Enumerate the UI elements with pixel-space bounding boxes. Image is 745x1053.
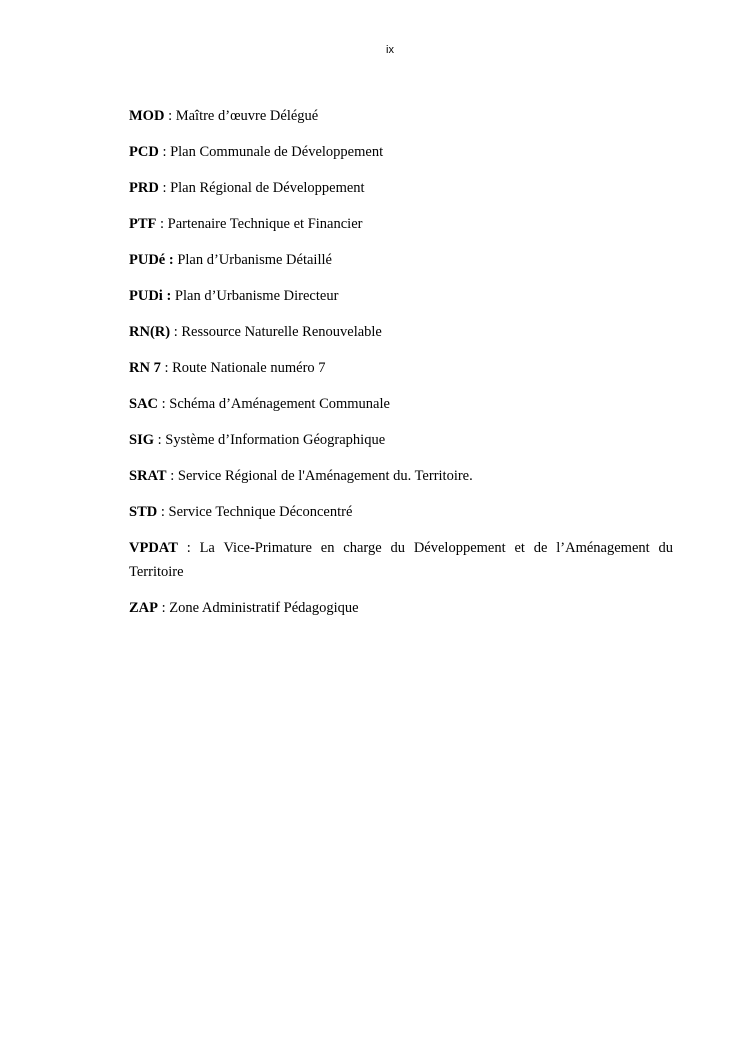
abbreviation-item-rnr bbox=[129, 320, 673, 344]
abbreviation-separator: : bbox=[158, 144, 171, 160]
abbreviation-item-prd bbox=[129, 176, 673, 200]
abbreviation-item-pudi bbox=[129, 284, 673, 308]
abbreviation-definition: Route Nationale numéro 7 bbox=[172, 360, 326, 376]
abbreviation-item-pcd bbox=[129, 140, 673, 164]
abbreviation-separator: : bbox=[164, 108, 176, 124]
abbreviation-term: SAC bbox=[129, 396, 159, 412]
abbreviation-list bbox=[129, 104, 673, 632]
abbreviation-item-sig bbox=[129, 428, 673, 452]
abbreviation-term: ZAP bbox=[129, 600, 158, 616]
abbreviation-item-vpdat bbox=[129, 536, 673, 584]
abbreviation-item-mod bbox=[129, 104, 673, 128]
abbreviation-term: VPDAT bbox=[129, 540, 178, 556]
abbreviation-definition: Service Régional de l'Aménagement du. Territoire. bbox=[177, 468, 473, 484]
abbreviation-definition: Système d’Information Géographique bbox=[165, 432, 386, 448]
abbreviation-definition: Schéma d’Aménagement Communale bbox=[169, 396, 390, 412]
abbreviation-separator: : bbox=[158, 396, 170, 412]
abbreviation-term: PCD bbox=[129, 144, 159, 160]
abbreviation-item-std bbox=[129, 500, 673, 524]
abbreviation-definition: Plan d’Urbanisme Détaillé bbox=[177, 252, 332, 268]
abbreviation-separator: : bbox=[158, 600, 170, 616]
abbreviation-item-pude bbox=[129, 248, 673, 272]
abbreviation-definition: Maître d’œuvre Délégué bbox=[175, 108, 319, 124]
abbreviation-definition: Service Technique Déconcentré bbox=[168, 504, 353, 520]
abbreviation-separator: : bbox=[177, 540, 200, 556]
abbreviation-definition: Zone Administratif Pédagogique bbox=[169, 600, 359, 616]
abbreviation-item-ptf bbox=[129, 212, 673, 236]
abbreviation-term: PUDé : bbox=[129, 252, 174, 268]
abbreviation-item-zap bbox=[129, 596, 673, 620]
abbreviation-definition: Ressource Naturelle Renouvelable bbox=[181, 324, 382, 340]
abbreviation-separator: : bbox=[166, 468, 178, 484]
abbreviation-separator: : bbox=[157, 504, 169, 520]
abbreviation-term: PUDi : bbox=[129, 288, 172, 304]
abbreviation-separator: : bbox=[156, 216, 168, 232]
abbreviation-term: PTF bbox=[129, 216, 157, 232]
abbreviation-term: SIG bbox=[129, 432, 154, 448]
abbreviation-term: RN(R) bbox=[129, 324, 171, 340]
page-number: ix bbox=[386, 44, 394, 56]
abbreviation-separator: : bbox=[154, 432, 166, 448]
abbreviation-separator: : bbox=[158, 180, 171, 196]
abbreviation-term: MOD bbox=[129, 108, 165, 124]
abbreviation-item-sac bbox=[129, 392, 673, 416]
abbreviation-definition: Plan Communale de Développement bbox=[170, 144, 384, 160]
abbreviation-term: SRAT bbox=[129, 468, 167, 484]
abbreviation-term: RN 7 bbox=[129, 360, 161, 376]
abbreviation-definition: Plan Régional de Développement bbox=[170, 180, 365, 196]
abbreviation-definition: Plan d’Urbanisme Directeur bbox=[174, 288, 339, 304]
abbreviation-definition: Partenaire Technique et Financier bbox=[167, 216, 363, 232]
abbreviation-item-rn7 bbox=[129, 356, 673, 380]
abbreviation-item-srat bbox=[129, 464, 673, 488]
abbreviation-term: PRD bbox=[129, 180, 159, 196]
abbreviation-separator: : bbox=[170, 324, 182, 340]
abbreviation-definition: La Vice-Primature en charge du Développement et de l’Aménagement du Territoire bbox=[129, 540, 674, 580]
abbreviation-term: STD bbox=[129, 504, 158, 520]
abbreviation-separator: : bbox=[160, 360, 173, 376]
